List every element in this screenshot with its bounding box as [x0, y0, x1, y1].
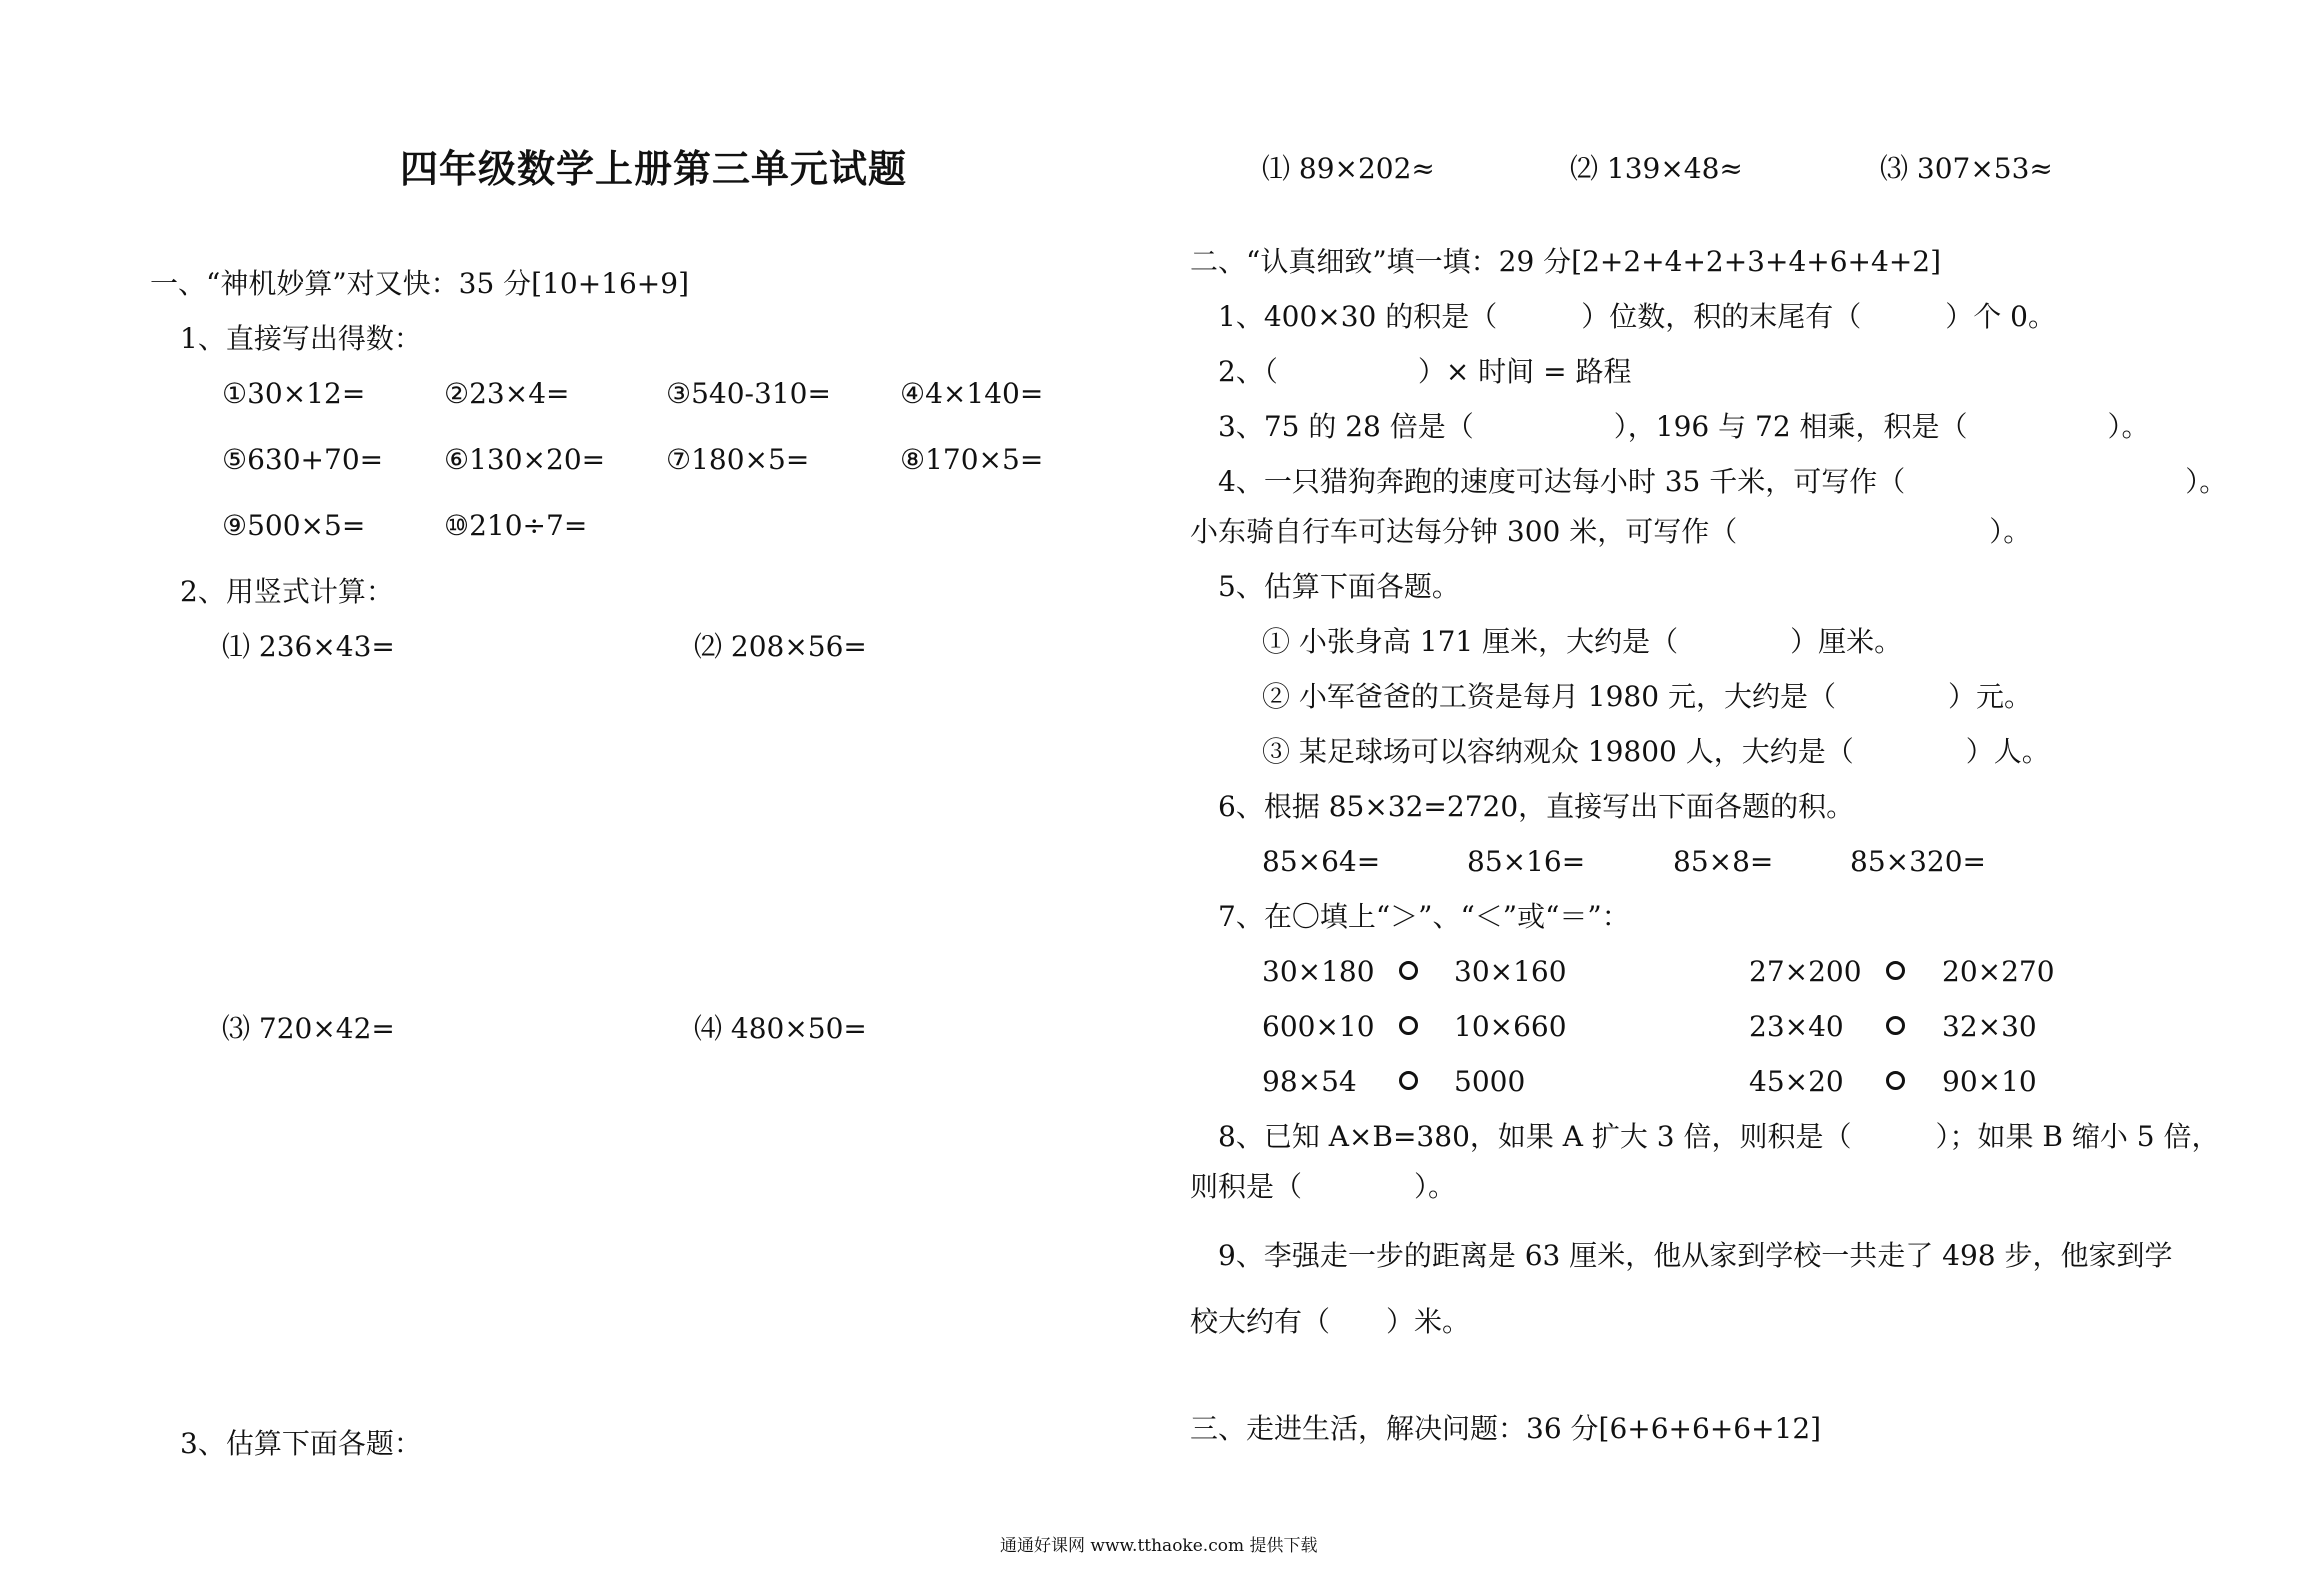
q1-item: ⑦180×5= [666, 443, 810, 476]
q3-label: 3、估算下面各题： [180, 1427, 422, 1460]
s2-q5: 5、估算下面各题。 [1218, 570, 1460, 603]
compare-right: 5000 [1454, 1065, 1526, 1098]
compare-left: 98×54 [1262, 1065, 1357, 1098]
compare-right: 10×660 [1454, 1010, 1567, 1043]
q3-item: ⑶ 307×53≈ [1880, 152, 2053, 185]
compare-right: 90×10 [1942, 1065, 2037, 1098]
compare-circle[interactable] [1886, 1016, 1905, 1035]
s2-q9b: 校大约有（ ）米。 [1190, 1305, 1471, 1338]
s2-q5-1: ① 小张身高 171 厘米，大约是（ ）厘米。 [1262, 625, 1903, 658]
s2-q4b: 小东骑自行车可达每分钟 300 米，可写作（ ）。 [1190, 515, 2032, 548]
s2-q5-2: ② 小军爸爸的工资是每月 1980 元，大约是（ ）元。 [1262, 680, 2032, 713]
s2-q2: 2、（ ）× 时间 = 路程 [1218, 355, 1632, 388]
q6-item: 85×320= [1850, 845, 1986, 878]
page-title: 四年级数学上册第三单元试题 [400, 146, 908, 191]
q6-item: 85×8= [1673, 845, 1774, 878]
footer-credit: 通通好课网 www.tthaoke.com 提供下载 [1000, 1536, 1318, 1556]
compare-circle[interactable] [1886, 1071, 1905, 1090]
q3-item: ⑴ 89×202≈ [1262, 152, 1435, 185]
compare-circle[interactable] [1399, 1016, 1418, 1035]
compare-circle[interactable] [1399, 1071, 1418, 1090]
q1-item: ⑧170×5= [900, 443, 1044, 476]
compare-right: 32×30 [1942, 1010, 2037, 1043]
q1-item: ③540-310= [666, 377, 831, 410]
q1-label: 1、直接写出得数： [180, 322, 422, 355]
compare-left: 30×180 [1262, 955, 1375, 988]
q1-item: ①30×12= [222, 377, 366, 410]
q6-item: 85×64= [1262, 845, 1381, 878]
q1-item: ⑥130×20= [444, 443, 606, 476]
compare-circle[interactable] [1886, 961, 1905, 980]
q2-item: ⑷ 480×50= [694, 1012, 867, 1045]
q2-label: 2、用竖式计算： [180, 575, 394, 608]
section1-heading: 一、“神机妙算”对又快：35 分[10+16+9] [150, 267, 690, 300]
s2-q7: 7、在〇填上“＞”、“＜”或“＝”： [1218, 900, 1630, 933]
q1-item: ⑩210÷7= [444, 509, 588, 542]
q1-item: ④4×140= [900, 377, 1044, 410]
q2-item: ⑵ 208×56= [694, 630, 867, 663]
compare-right: 30×160 [1454, 955, 1567, 988]
s2-q6: 6、根据 85×32=2720，直接写出下面各题的积。 [1218, 790, 1855, 823]
s2-q8b: 则积是（ ）。 [1190, 1170, 1457, 1203]
q2-item: ⑴ 236×43= [222, 630, 395, 663]
s2-q9a: 9、李强走一步的距离是 63 厘米，他从家到学校一共走了 498 步，他家到学 [1218, 1239, 2173, 1272]
s2-q8a: 8、已知 A×B=380，如果 A 扩大 3 倍，则积是（ ）；如果 B 缩小 5 倍， [1218, 1120, 2220, 1153]
section3-heading: 三、走进生活，解决问题：36 分[6+6+6+6+12] [1190, 1412, 1822, 1445]
q1-item: ⑨500×5= [222, 509, 366, 542]
compare-right: 20×270 [1942, 955, 2055, 988]
s2-q4a: 4、一只猎狗奔跑的速度可达每小时 35 千米，可写作（ ）。 [1218, 465, 2228, 498]
compare-circle[interactable] [1399, 961, 1418, 980]
s2-q5-3: ③ 某足球场可以容纳观众 19800 人，大约是（ ）人。 [1262, 735, 2050, 768]
compare-left: 27×200 [1749, 955, 1862, 988]
s2-q1: 1、400×30 的积是（ ）位数，积的末尾有（ ）个 0。 [1218, 300, 2056, 333]
compare-left: 23×40 [1749, 1010, 1844, 1043]
q3-item: ⑵ 139×48≈ [1570, 152, 1743, 185]
q6-item: 85×16= [1467, 845, 1586, 878]
s2-q3: 3、75 的 28 倍是（ ），196 与 72 相乘，积是（ ）。 [1218, 410, 2150, 443]
compare-left: 45×20 [1749, 1065, 1844, 1098]
q2-item: ⑶ 720×42= [222, 1012, 395, 1045]
q1-item: ②23×4= [444, 377, 570, 410]
q1-item: ⑤630+70= [222, 443, 384, 476]
compare-left: 600×10 [1262, 1010, 1375, 1043]
section2-heading: 二、“认真细致”填一填：29 分[2+2+4+2+3+4+6+4+2] [1190, 245, 1942, 278]
